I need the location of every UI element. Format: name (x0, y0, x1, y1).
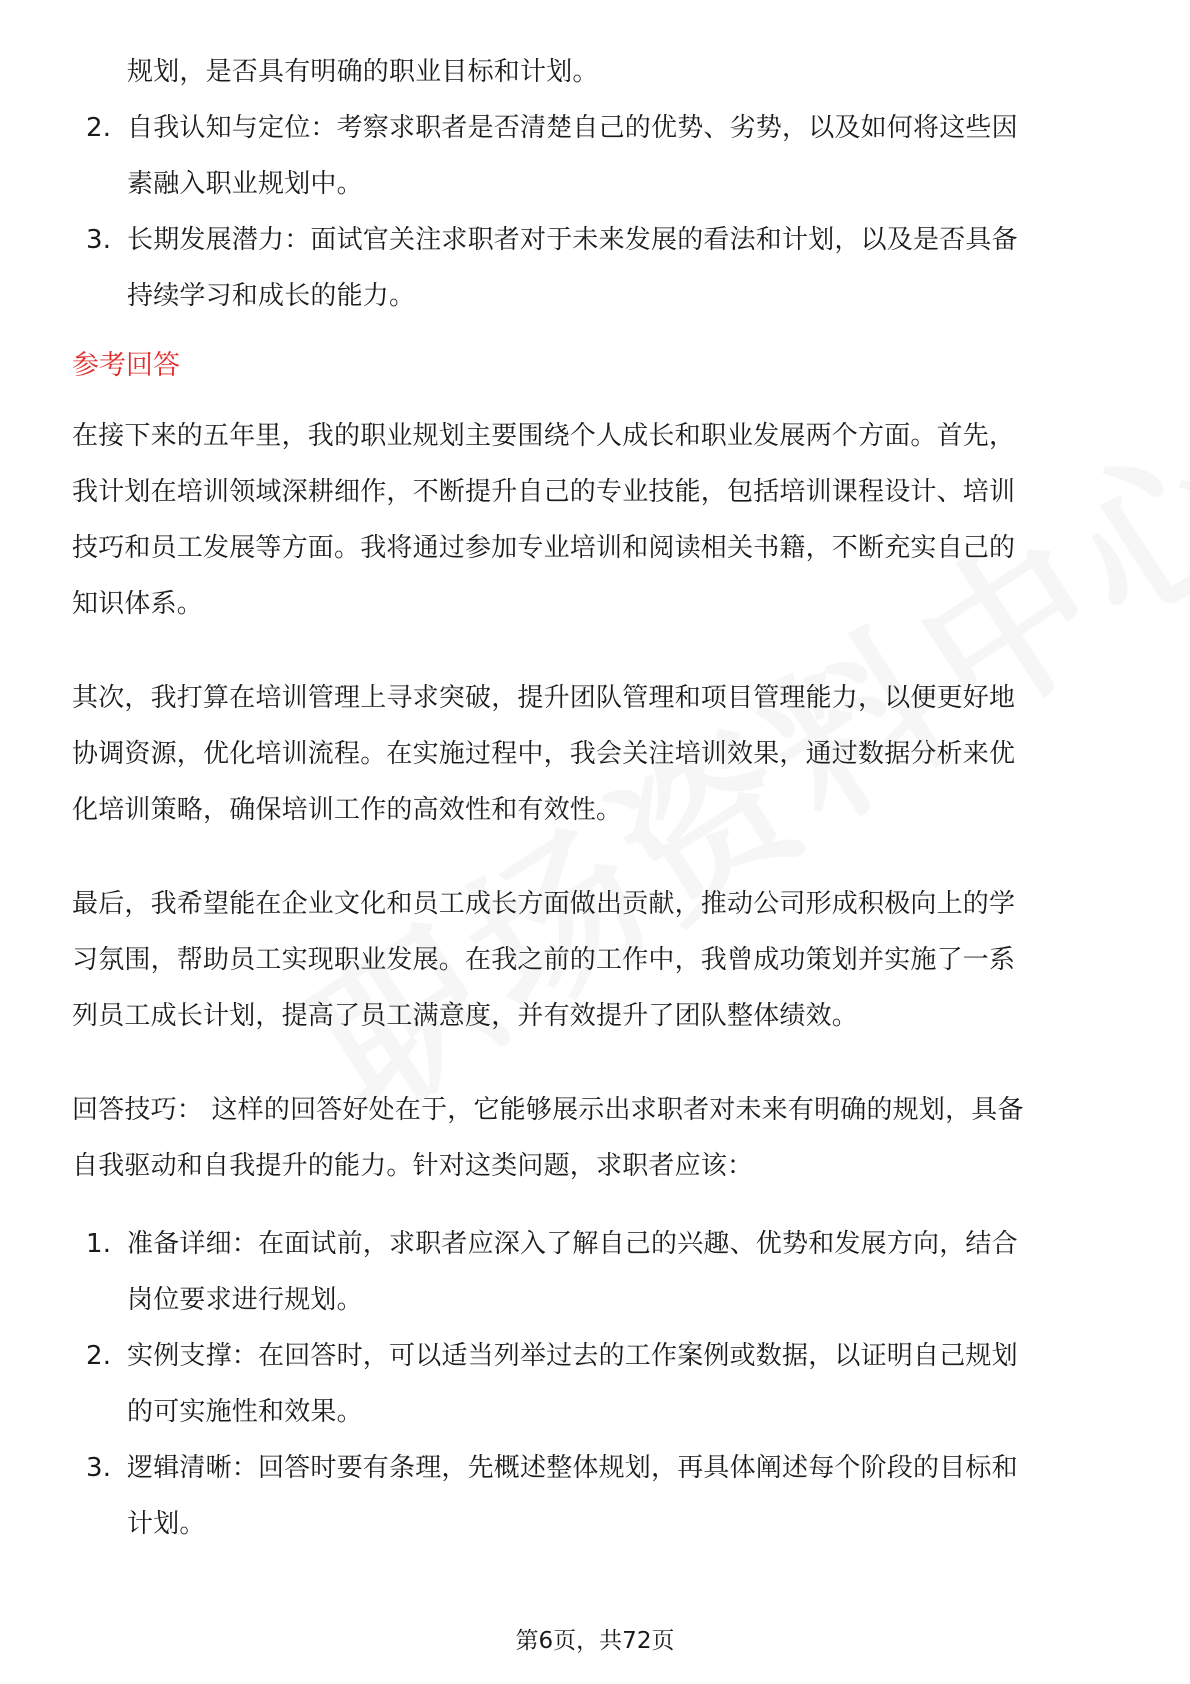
section-heading: 参考回答 (72, 350, 180, 381)
paragraph-line: 自我驱动和自我提升的能力。针对这类问题，求职者应该： (72, 1151, 754, 1181)
paragraph-line: 协调资源，优化培训流程。在实施过程中，我会关注培训效果，通过数据分析来优 (72, 739, 1016, 769)
list-item-line: 计划。 (127, 1509, 206, 1539)
paragraph-line: 我计划在培训领域深耕细作，不断提升自己的专业技能，包括培训课程设计、培训 (72, 477, 1016, 507)
list-item-line: 准备详细：在面试前，求职者应深入了解自己的兴趣、优势和发展方向，结合 (127, 1229, 1018, 1259)
paragraph-line: 知识体系。 (72, 589, 204, 619)
list-number: 3. (86, 225, 112, 255)
answer-paragraph (72, 670, 1118, 838)
list-item (72, 1440, 1118, 1552)
criteria-list (72, 100, 1118, 324)
paragraph-line: 最后，我希望能在企业文化和员工成长方面做出贡献，推动公司形成积极向上的学 (72, 889, 1016, 919)
list-item-line: 逻辑清晰：回答时要有条理，先概述整体规划，再具体阐述每个阶段的目标和 (127, 1453, 1018, 1483)
paragraph-line: 列员工成长计划，提高了员工满意度，并有效提升了团队整体绩效。 (72, 1001, 859, 1031)
list-number: 2. (86, 1341, 112, 1371)
list-item-line: 素融入职业规划中。 (127, 169, 363, 199)
list-item-line: 长期发展潜力：面试官关注求职者对于未来发展的看法和计划，以及是否具备 (127, 225, 1018, 255)
paragraph-line: 习氛围，帮助员工实现职业发展。在我之前的工作中，我曾成功策划并实施了一系 (72, 945, 1016, 975)
page-content (72, 44, 1118, 1552)
list-item-line: 持续学习和成长的能力。 (127, 281, 416, 311)
list-item-line: 的可实施性和效果。 (127, 1397, 363, 1427)
tips-paragraph (72, 1082, 1118, 1194)
list-item-line: 实例支撑：在回答时，可以适当列举过去的工作案例或数据，以证明自己规划 (127, 1341, 1018, 1371)
list-item (72, 1216, 1118, 1328)
list-item-line: 自我认知与定位：考察求职者是否清楚自己的优势、劣势，以及如何将这些因 (127, 113, 1018, 143)
paragraph-line: 其次，我打算在培训管理上寻求突破，提升团队管理和项目管理能力，以便更好地 (72, 683, 1016, 713)
answer-paragraph (72, 876, 1118, 1044)
list-item (72, 212, 1118, 324)
list-item (72, 1328, 1118, 1440)
paragraph-line: 化培训策略，确保培训工作的高效性和有效性。 (72, 795, 623, 825)
page-footer: 第6页，共72页 (515, 1628, 675, 1654)
answer-paragraph (72, 408, 1118, 632)
paragraph-line: 技巧和员工发展等方面。我将通过参加专业培训和阅读相关书籍，不断充实自己的 (72, 533, 1016, 563)
tips-list (72, 1216, 1118, 1552)
list-item-line: 岗位要求进行规划。 (127, 1285, 363, 1315)
list-number: 2. (86, 113, 112, 143)
list-number: 1. (86, 1229, 112, 1259)
continuation-line: 规划，是否具有明确的职业目标和计划。 (127, 57, 599, 87)
list-item (72, 100, 1118, 212)
paragraph-line: 回答技巧： 这样的回答好处在于，它能够展示出求职者对未来有明确的规划，具备 (72, 1095, 1024, 1125)
list-number: 3. (86, 1453, 112, 1483)
paragraph-line: 在接下来的五年里，我的职业规划主要围绕个人成长和职业发展两个方面。首先， (72, 421, 1016, 451)
